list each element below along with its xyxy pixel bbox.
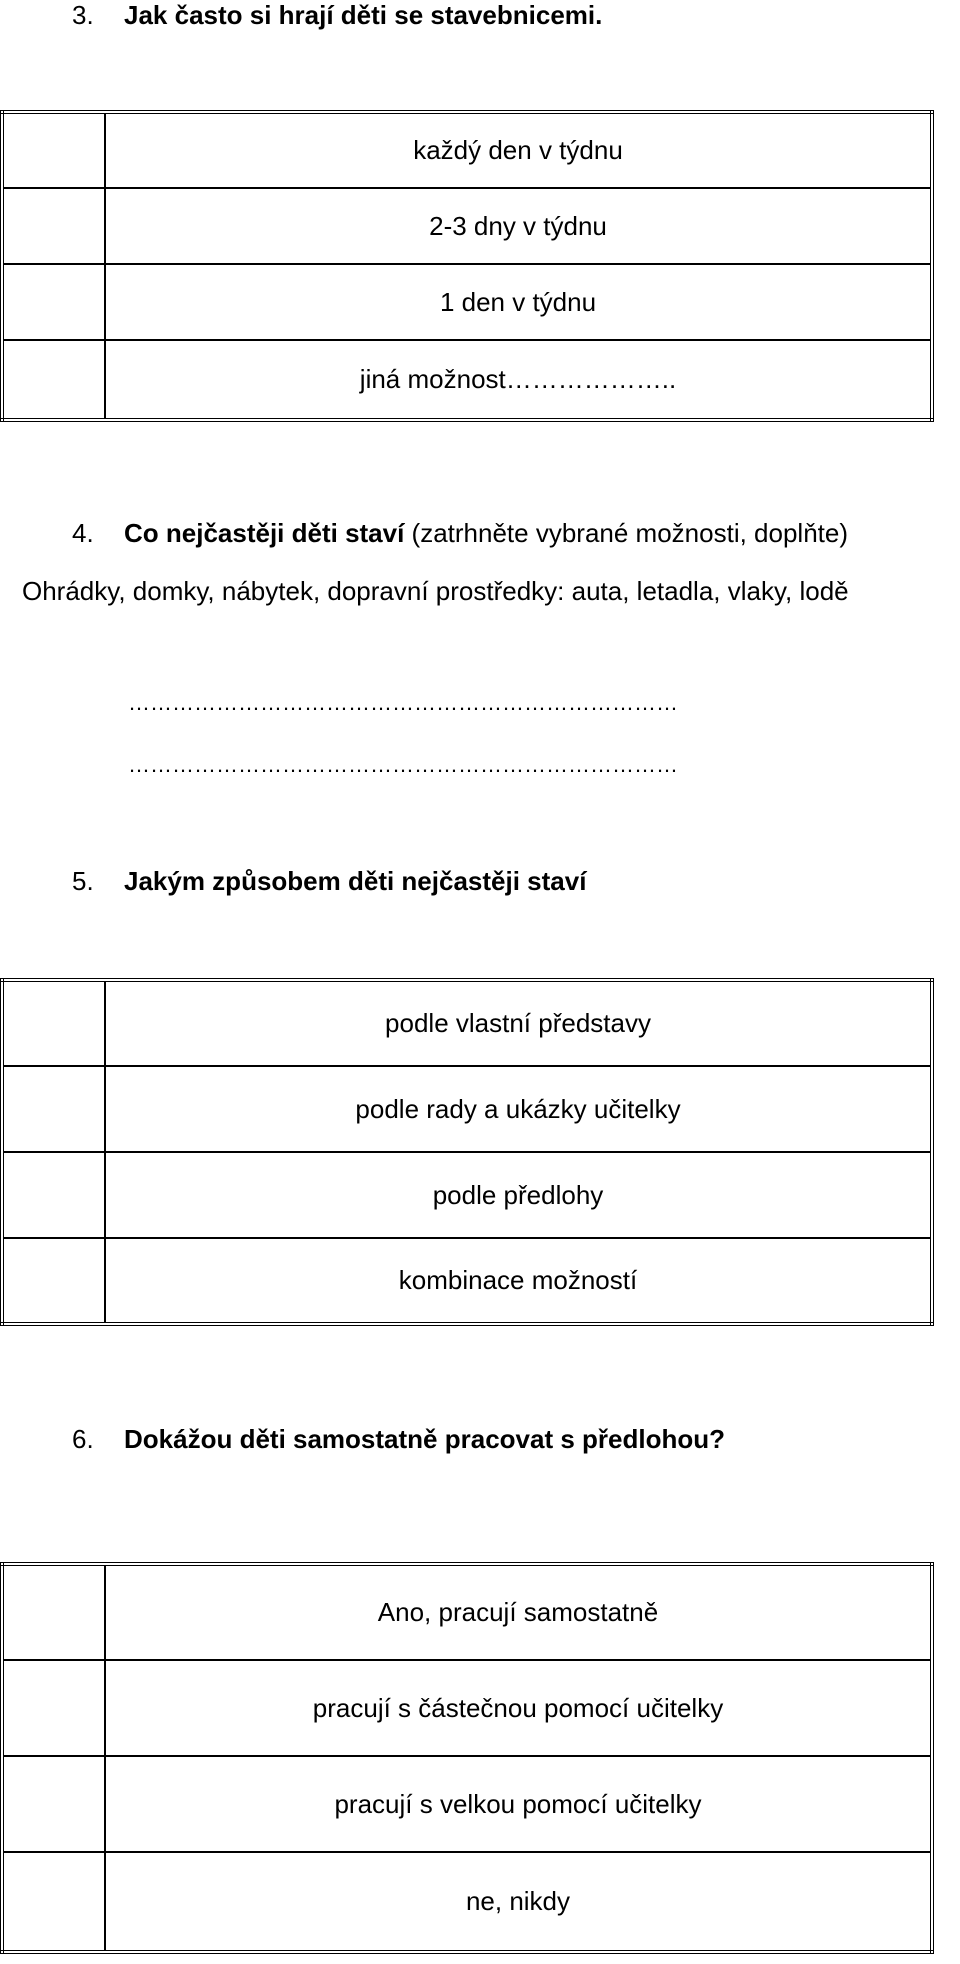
option-label: podle předlohy [105, 1152, 932, 1238]
option-label: kombinace možností [105, 1238, 932, 1324]
option-row [2, 1756, 932, 1852]
question-text: Dokážou děti samostatně pracovat s předlohou? [124, 1424, 725, 1454]
checkbox-cell[interactable] [2, 1852, 105, 1952]
checkbox-cell[interactable] [2, 112, 105, 188]
option-label: pracují s částečnou pomocí učitelky [105, 1660, 932, 1756]
blank-line[interactable]: ………………………………………………………………… [128, 752, 678, 777]
option-row [2, 264, 932, 340]
option-row [2, 1660, 932, 1756]
option-label: 1 den v týdnu [105, 264, 932, 340]
option-label: 2-3 dny v týdnu [105, 188, 932, 264]
checkbox-cell[interactable] [2, 1152, 105, 1238]
question-title: Co nejčastěji děti staví [124, 518, 405, 548]
option-row [2, 980, 932, 1066]
checkbox-cell[interactable] [2, 340, 105, 420]
checkbox-cell[interactable] [2, 980, 105, 1066]
checkbox-cell[interactable] [2, 1238, 105, 1324]
question-number: 5. [72, 866, 94, 896]
checkbox-cell[interactable] [2, 1066, 105, 1152]
q3-options-table [0, 110, 934, 422]
option-row [2, 188, 932, 264]
question-number: 4. [72, 518, 94, 548]
checkbox-cell[interactable] [2, 188, 105, 264]
option-row [2, 1238, 932, 1324]
checkbox-cell[interactable] [2, 264, 105, 340]
question-note: (zatrhněte vybrané možnosti, doplňte) [404, 518, 849, 548]
option-label: ne, nikdy [105, 1852, 932, 1952]
question-text: Jak často si hrají děti se stavebnicemi. [124, 0, 603, 30]
blank-line[interactable]: ………………………………………………………………… [128, 690, 678, 715]
option-row [2, 1564, 932, 1660]
checkbox-cell[interactable] [2, 1660, 105, 1756]
q6-options-table [0, 1562, 934, 1954]
option-label: Ano, pracují samostatně [105, 1564, 932, 1660]
checkbox-cell[interactable] [2, 1564, 105, 1660]
option-label: podle vlastní představy [105, 980, 932, 1066]
option-label: podle rady a ukázky učitelky [105, 1066, 932, 1152]
question-text: Jakým způsobem děti nejčastěji staví [124, 866, 587, 896]
q5-options-table [0, 978, 934, 1326]
question-number: 3. [72, 0, 94, 30]
option-label: pracují s velkou pomocí učitelky [105, 1756, 932, 1852]
option-label: jiná možnost……………….. [105, 340, 932, 420]
question-number: 6. [72, 1424, 94, 1454]
option-row [2, 1066, 932, 1152]
option-row [2, 1852, 932, 1952]
option-label: každý den v týdnu [105, 112, 932, 188]
option-row [2, 1152, 932, 1238]
question-text [124, 518, 848, 549]
answer-options-line: Ohrádky, domky, nábytek, dopravní prostředky: auta, letadla, vlaky, lodě [22, 576, 849, 606]
option-row [2, 340, 932, 420]
option-row [2, 112, 932, 188]
checkbox-cell[interactable] [2, 1756, 105, 1852]
